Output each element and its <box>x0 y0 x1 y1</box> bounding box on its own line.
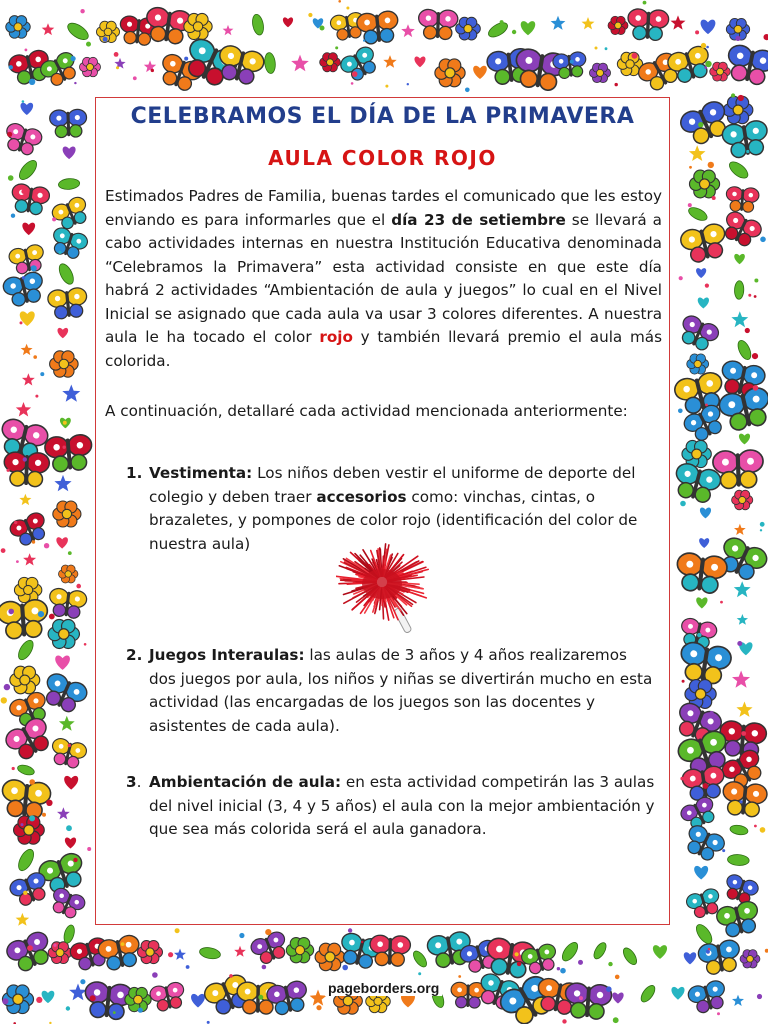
activity-number: 1. <box>126 464 143 482</box>
activity-number: 3. <box>126 773 142 791</box>
activity-bold-word: accesorios <box>316 487 407 506</box>
intro-text-3: y también llevará premio el aula más colorida. <box>105 328 663 370</box>
transition-paragraph: A continuación, detallaré cada actividad mencionada anteriormente: <box>105 402 628 420</box>
red-pompom-image <box>336 538 436 638</box>
document-page <box>95 97 670 925</box>
activity-number: 2. <box>126 646 143 664</box>
class-color-word: rojo <box>319 328 353 346</box>
activity-item-3 <box>126 771 656 842</box>
event-date: día 23 de setiembre <box>391 210 566 229</box>
activity-label: Ambientación de aula: <box>149 773 342 791</box>
page-title: CELEBRAMOS EL DÍA DE LA PRIMAVERA <box>130 104 635 129</box>
page-subtitle: AULA COLOR ROJO <box>268 146 497 170</box>
activity-item-2 <box>126 644 656 738</box>
intro-text-1: Estimados Padres de Familia, buenas tardes el comunicado que les estoy enviando es para informarles que el <box>105 187 662 229</box>
watermark-logo: pageborders.org <box>325 980 442 996</box>
activity-label: Juegos Interaulas: <box>149 646 305 664</box>
activity-text: Los niños deben vestir el uniforme de deporte del colegio y deben traer <box>149 464 636 506</box>
activity-label: Vestimenta: <box>149 464 253 482</box>
activity-text: las aulas de 3 años y 4 años realizaremos dos juegos por aula, los niños y niñas se divertirán mucho en esta actividad (las encargadas de los juegos son las docentes y asistentes de cada aula). <box>149 646 653 735</box>
intro-text-2: se llevará a cabo actividades internas en nuestra Institución Educativa denominada “Celebramos la Primavera” esta actividad consiste en que este día habrá 2 actividades “Ambientación de aula y juegos” lo cual en el Nivel Inicial se asignado que cada aula va usar 3 colores diferentes. A nuestra aula le ha tocado el color <box>105 210 662 346</box>
activity-text: en esta actividad competirán las 3 aulas del nivel inicial (3, 4 y 5 años) el aula con la mejor ambientación y que sea más colorida será el aula ganadora. <box>149 773 655 838</box>
intro-paragraph <box>105 185 662 373</box>
activity-text-continued: como: vinchas, cintas, o brazaletes, y pompones de color rojo (identificación del color de nuestra aula) <box>149 487 638 553</box>
